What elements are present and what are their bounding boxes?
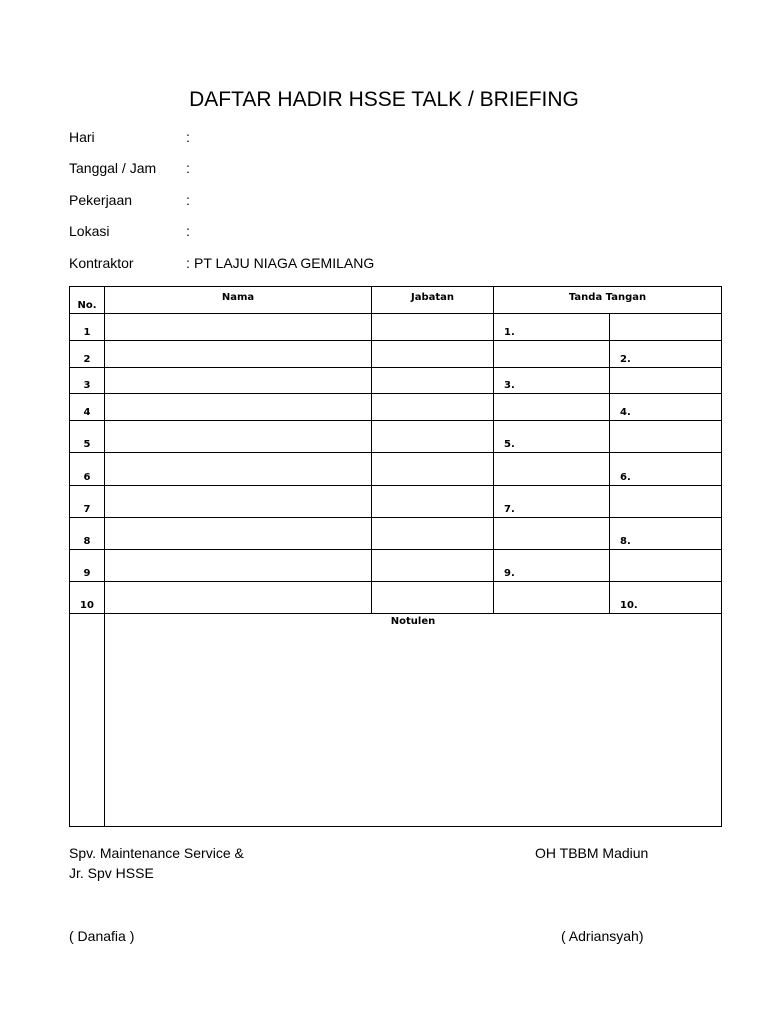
signer-right-name: ( Adriansyah) (561, 928, 644, 944)
signer-left-title-2: Jr. Spv HSSE (69, 865, 154, 881)
table-row (70, 341, 722, 368)
notulen-cell (105, 614, 722, 827)
nama-cell (105, 314, 372, 341)
page-title: DAFTAR HADIR HSSE TALK / BRIEFING (189, 88, 579, 111)
signature-left: 1. (494, 314, 610, 341)
notulen-label: Notulen (390, 616, 436, 627)
nama-cell (105, 394, 372, 421)
jabatan-cell (372, 486, 494, 518)
row-number: 7 (70, 486, 105, 518)
field-value-text: PT LAJU NIAGA GEMILANG (194, 255, 375, 271)
field-label: Tanggal / Jam (69, 160, 157, 176)
table-row (70, 518, 722, 550)
jabatan-cell (372, 341, 494, 368)
signature-left: 5. (494, 421, 610, 453)
row-number: 1 (70, 314, 105, 341)
signature-left (494, 582, 610, 614)
row-number: 6 (70, 453, 105, 486)
table-row (70, 421, 722, 453)
signature-right (610, 550, 722, 582)
table-row (70, 453, 722, 486)
table-row (70, 582, 722, 614)
nama-cell (105, 582, 372, 614)
table-header-row (70, 287, 722, 314)
signature-right (610, 368, 722, 394)
signer-left-name: ( Danafia ) (69, 928, 135, 944)
signature-left (494, 394, 610, 421)
field-label: Kontraktor (69, 255, 134, 271)
notulen-number-cell (70, 614, 105, 827)
row-number: 8 (70, 518, 105, 550)
row-number: 4 (70, 394, 105, 421)
jabatan-cell (372, 368, 494, 394)
jabatan-cell (372, 394, 494, 421)
field-label: Hari (69, 129, 95, 145)
field-value (194, 255, 374, 271)
signer-right-title: OH TBBM Madiun (535, 845, 649, 861)
signature-right: 4. (610, 394, 722, 421)
nama-cell (105, 341, 372, 368)
field-colon: : (186, 129, 190, 145)
field-colon: : (186, 223, 190, 239)
jabatan-cell (372, 582, 494, 614)
signature-left (494, 341, 610, 368)
jabatan-cell (372, 518, 494, 550)
field-colon: : (186, 192, 190, 208)
nama-cell (105, 421, 372, 453)
jabatan-cell (372, 314, 494, 341)
row-number: 3 (70, 368, 105, 394)
nama-cell (105, 486, 372, 518)
notulen-row (70, 614, 722, 827)
signer-left-title: Spv. Maintenance Service & (69, 845, 244, 861)
nama-cell (105, 453, 372, 486)
jabatan-cell (372, 453, 494, 486)
row-number: 2 (70, 341, 105, 368)
field-colon: : (186, 160, 190, 176)
signature-left (494, 518, 610, 550)
table-row (70, 368, 722, 394)
signature-right (610, 421, 722, 453)
nama-cell (105, 518, 372, 550)
table-row (70, 394, 722, 421)
signature-left: 9. (494, 550, 610, 582)
row-number: 10 (70, 582, 105, 614)
signature-right (610, 486, 722, 518)
table-row (70, 314, 722, 341)
nama-cell (105, 368, 372, 394)
header-jabatan: Jabatan (372, 287, 494, 314)
jabatan-cell (372, 550, 494, 582)
field-label: Lokasi (69, 223, 110, 239)
row-number: 9 (70, 550, 105, 582)
signature-right: 8. (610, 518, 722, 550)
jabatan-cell (372, 421, 494, 453)
field-colon: : (186, 255, 190, 271)
header-nama: Nama (105, 287, 372, 314)
attendance-table (69, 286, 722, 827)
signature-right: 6. (610, 453, 722, 486)
signature-right: 10. (610, 582, 722, 614)
table-row (70, 486, 722, 518)
header-tanda-tangan: Tanda Tangan (494, 287, 722, 314)
field-label: Pekerjaan (69, 192, 133, 208)
header-no: No. (70, 287, 105, 314)
signature-right: 2. (610, 341, 722, 368)
signature-left: 3. (494, 368, 610, 394)
signature-left: 7. (494, 486, 610, 518)
nama-cell (105, 550, 372, 582)
signature-right (610, 314, 722, 341)
signature-left (494, 453, 610, 486)
table-row (70, 550, 722, 582)
row-number: 5 (70, 421, 105, 453)
